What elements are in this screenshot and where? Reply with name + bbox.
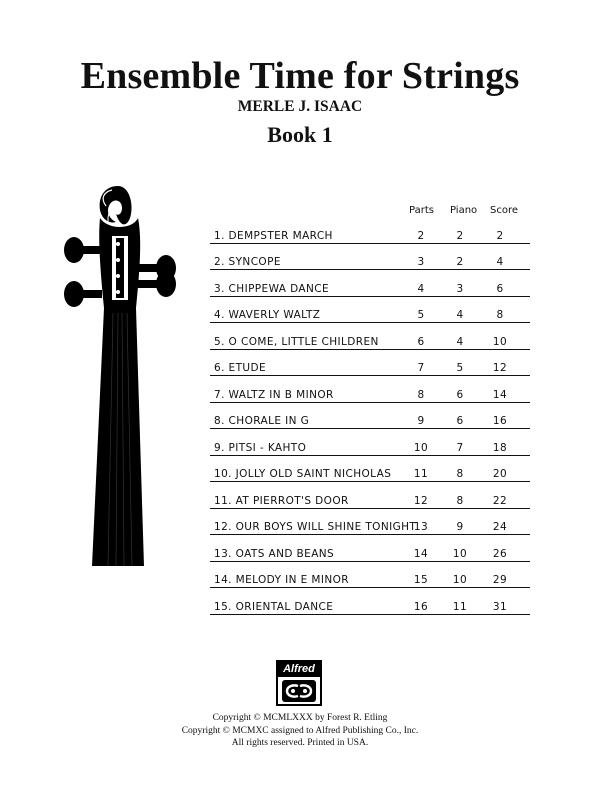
table-row xyxy=(210,588,530,615)
parts-page-number: 12 xyxy=(413,494,429,507)
parts-page-number: 15 xyxy=(413,574,429,586)
book-title: Ensemble Time for Strings xyxy=(80,55,520,97)
piano-page-number: 6 xyxy=(456,415,464,427)
score-page-number: 6 xyxy=(496,282,504,295)
parts-page-number: 14 xyxy=(413,547,429,560)
score-page-number: 29 xyxy=(492,574,508,586)
table-row xyxy=(210,350,530,377)
piano-page-number: 3 xyxy=(456,282,464,295)
piano-page-number: 4 xyxy=(456,335,464,348)
toc-entry-title: 6. ETUDE xyxy=(214,362,267,374)
piano-page-number: 6 xyxy=(456,388,464,401)
copyright-line-3: All rights reserved. Printed in USA. xyxy=(231,738,369,748)
toc-entry-title: 1. DEMPSTER MARCH xyxy=(214,229,333,242)
author-name: MERLE J. ISAAC xyxy=(237,98,363,115)
parts-page-number: 2 xyxy=(417,229,425,242)
column-header-score: Score xyxy=(490,205,519,216)
parts-page-number: 9 xyxy=(417,415,425,427)
parts-page-number: 11 xyxy=(413,468,429,480)
parts-page-number: 16 xyxy=(413,600,429,613)
score-page-number: 10 xyxy=(492,335,508,348)
parts-page-number: 3 xyxy=(417,256,425,268)
copyright-line-2: Copyright © MCMXC assigned to Alfred Publishing Co., Inc. xyxy=(181,725,419,736)
piano-page-number: 10 xyxy=(452,574,468,586)
score-page-number: 26 xyxy=(492,547,508,560)
copyright-line-1: Copyright © MCMLXXX by Forest R. Etling xyxy=(212,713,388,723)
table-row xyxy=(210,562,530,589)
parts-page-number: 5 xyxy=(417,309,425,321)
book-number: Book 1 xyxy=(267,122,333,147)
piano-page-number: 8 xyxy=(456,494,464,507)
score-page-number: 4 xyxy=(496,256,504,268)
score-page-number: 8 xyxy=(496,309,504,321)
copyright-notice xyxy=(0,712,600,750)
score-page-number: 12 xyxy=(492,362,508,374)
score-page-number: 24 xyxy=(492,521,508,533)
parts-page-number: 13 xyxy=(413,521,429,533)
piano-page-number: 10 xyxy=(452,547,468,560)
alfred-emblem-icon xyxy=(282,680,316,702)
table-row xyxy=(210,376,530,403)
table-row xyxy=(210,297,530,324)
parts-page-number: 10 xyxy=(413,441,429,454)
table-row xyxy=(210,535,530,562)
piano-page-number: 7 xyxy=(456,441,464,454)
column-header-piano: Piano xyxy=(450,205,478,216)
piano-page-number: 4 xyxy=(456,309,464,321)
score-page-number: 14 xyxy=(492,388,508,401)
score-page-number: 16 xyxy=(492,415,508,427)
table-row xyxy=(210,456,530,483)
parts-page-number: 6 xyxy=(417,335,425,348)
logo-text: Alfred xyxy=(278,662,320,677)
table-row xyxy=(210,509,530,536)
score-page-number: 2 xyxy=(496,229,504,242)
toc-entry-title: 2. SYNCOPE xyxy=(214,256,281,268)
table-row xyxy=(210,429,530,456)
piano-page-number: 9 xyxy=(456,521,464,533)
toc-entry-title: 9. PITSI - KAHTO xyxy=(214,441,307,454)
toc-entry-title: 11. AT PIERROT'S DOOR xyxy=(214,494,349,507)
column-header-parts: Parts xyxy=(409,205,434,216)
alfred-publisher-logo xyxy=(276,660,322,706)
parts-page-number: 4 xyxy=(417,282,425,295)
toc-entry-title: 5. O COME, LITTLE CHILDREN xyxy=(214,335,379,348)
toc-entry-title: 15. ORIENTAL DANCE xyxy=(214,600,334,613)
toc-entry-title: 4. WAVERLY WALTZ xyxy=(214,309,321,321)
toc-entry-title: 8. CHORALE IN G xyxy=(214,415,310,427)
piano-page-number: 11 xyxy=(452,600,468,613)
table-row xyxy=(210,482,530,509)
toc-entry-title: 3. CHIPPEWA DANCE xyxy=(214,282,330,295)
score-page-number: 18 xyxy=(492,441,508,454)
piano-page-number: 2 xyxy=(456,256,464,268)
toc-entry-title: 7. WALTZ IN B MINOR xyxy=(214,388,334,401)
table-row xyxy=(210,244,530,271)
table-of-contents xyxy=(210,205,530,615)
table-row xyxy=(210,403,530,430)
table-row xyxy=(210,270,530,297)
piano-page-number: 2 xyxy=(456,229,464,242)
table-row xyxy=(210,217,530,244)
toc-entry-title: 13. OATS AND BEANS xyxy=(214,547,335,560)
score-page-number: 20 xyxy=(492,468,508,480)
toc-header xyxy=(210,205,530,217)
piano-page-number: 5 xyxy=(456,362,464,374)
score-page-number: 31 xyxy=(492,600,508,613)
violin-scroll-illustration xyxy=(60,178,180,568)
piano-page-number: 8 xyxy=(456,468,464,480)
score-page-number: 22 xyxy=(492,494,508,507)
toc-entry-title: 12. OUR BOYS WILL SHINE TONIGHT xyxy=(214,521,417,533)
table-row xyxy=(210,323,530,350)
toc-entry-title: 14. MELODY IN E MINOR xyxy=(214,574,349,586)
parts-page-number: 7 xyxy=(417,362,425,374)
parts-page-number: 8 xyxy=(417,388,425,401)
toc-entry-title: 10. JOLLY OLD SAINT NICHOLAS xyxy=(214,468,392,480)
